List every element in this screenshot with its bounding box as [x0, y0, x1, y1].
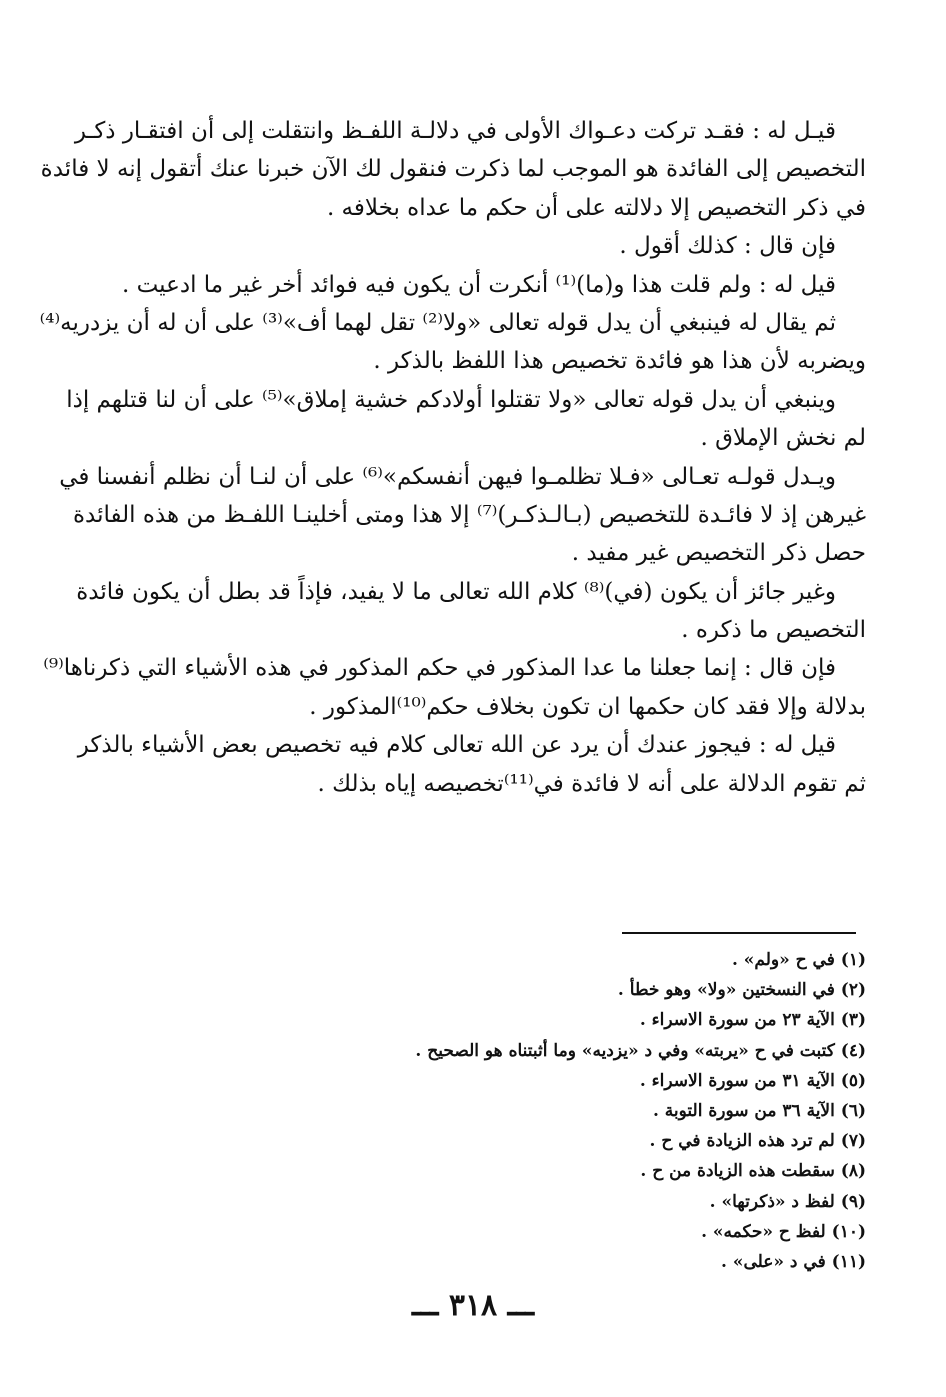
- text-line: لم نخش الإملاق .: [700, 425, 866, 452]
- footnote: (١) في ح «ولم» .: [731, 950, 866, 970]
- footnote: (٨) سقطت هذه الزيادة من ح .: [640, 1161, 866, 1182]
- text-line: ويـدل قولـه تعـالى «فـلا تظلمـوا فيهن أنفسكم»⁽⁶⁾ على أن لنـا أن نظلم أنفسنا في: [59, 463, 836, 490]
- text-line: ويضربه لأن هذا هو فائدة تخصيص هذا اللفظ بالذكر .: [373, 348, 866, 375]
- footnote: (٦) الآية ٣٦ من سورة التوبة .: [652, 1100, 866, 1121]
- footnote: (١١) في د «على» .: [720, 1251, 866, 1272]
- text-line: التخصيص إلى الفائدة هو الموجب لما ذكرت فنقول لك الآن خبرنا عنك أتقول إنه لا فائدة: [40, 156, 866, 183]
- text-line: فإن قال : إنما جعلنا ما عدا المذكور في حكم المذكور في هذه الأشياء التي ذكرناها⁽⁹⁾: [43, 655, 836, 682]
- text-line: التخصيص ما ذكره .: [681, 617, 866, 644]
- footnote: (٧) لم ترد هذه الزيادة في ح .: [649, 1131, 866, 1152]
- text-line: ثم تقوم الدلالة على أنه لا فائدة في⁽¹¹⁾تخصيصه إياه بذلك .: [317, 770, 866, 797]
- main-text: [39, 112, 866, 803]
- text-line: ثم يقال له فينبغي أن يدل قوله تعالى «ولا⁽²⁾ تقل لهما أف»⁽³⁾ على أن له أن يزدريه⁽⁴⁾: [39, 309, 836, 336]
- footnote-divider: [622, 932, 856, 934]
- text-line: قيل له : ولم قلت هذا و(ما)⁽¹⁾ أنكرت أن يكون فيه فوائد أخر غير ما ادعيت .: [121, 271, 836, 298]
- footnote: (١٠) لفظ ح «حكمه» .: [701, 1221, 866, 1242]
- text-line: غيرهن إذ لا فائـدة للتخصيص (بـالـذكـر)⁽⁷⁾ إلا هذا ومتى أخلينـا اللفـظ من هذه الفائدة: [72, 501, 866, 528]
- text-line: فإن قال : كذلك أقول .: [619, 233, 836, 260]
- text-line: قيل له : فيجوز عندك أن يرد عن الله تعالى كلام فيه تخصيص بعض الأشياء بالذكر: [77, 732, 836, 759]
- text-line: في ذكر التخصيص إلا دلالته على أن حكم ما عداه بخلافه .: [326, 194, 866, 221]
- text-line: وغير جائز أن يكون (في)⁽⁸⁾ كلام الله تعالى ما لا يفيد، فإذاً قد بطل أن يكون فائدة: [76, 578, 836, 605]
- text-line: حصل ذكر التخصيص غير مفيد .: [571, 540, 866, 567]
- text-line: بدلالة وإلا فقد كان حكمها ان تكون بخلاف حكم⁽¹⁰⁾المذكور .: [309, 693, 866, 720]
- footnote: (٥) الآية ٣١ من سورة الاسراء .: [639, 1070, 866, 1091]
- text-line: قيـل له : فقـد تركت دعـواك الأولى في دلالـة اللفـظ وانتقلت إلى أن افتقـار ذكـر: [74, 118, 836, 144]
- footnote: (٤) كتبت في ح «يربته» وفي د «يزديه» وما أثبتناه هو الصحيح .: [415, 1040, 866, 1061]
- footnote: (٩) لفظ د «ذكرتها» .: [709, 1191, 866, 1212]
- footnotes: [346, 945, 866, 1277]
- footnote: (٣) الآية ٢٣ من سورة الاسراء .: [639, 1010, 866, 1031]
- page-number: ـــ ٣١٨ ـــ: [412, 1288, 534, 1323]
- footnote: (٢) في النسختين «ولا» وهو خطأ .: [617, 980, 866, 1001]
- text-line: وينبغي أن يدل قوله تعالى «ولا تقتلوا أولادكم خشية إملاق»⁽⁵⁾ على أن لنا قتلهم إذا: [66, 386, 836, 413]
